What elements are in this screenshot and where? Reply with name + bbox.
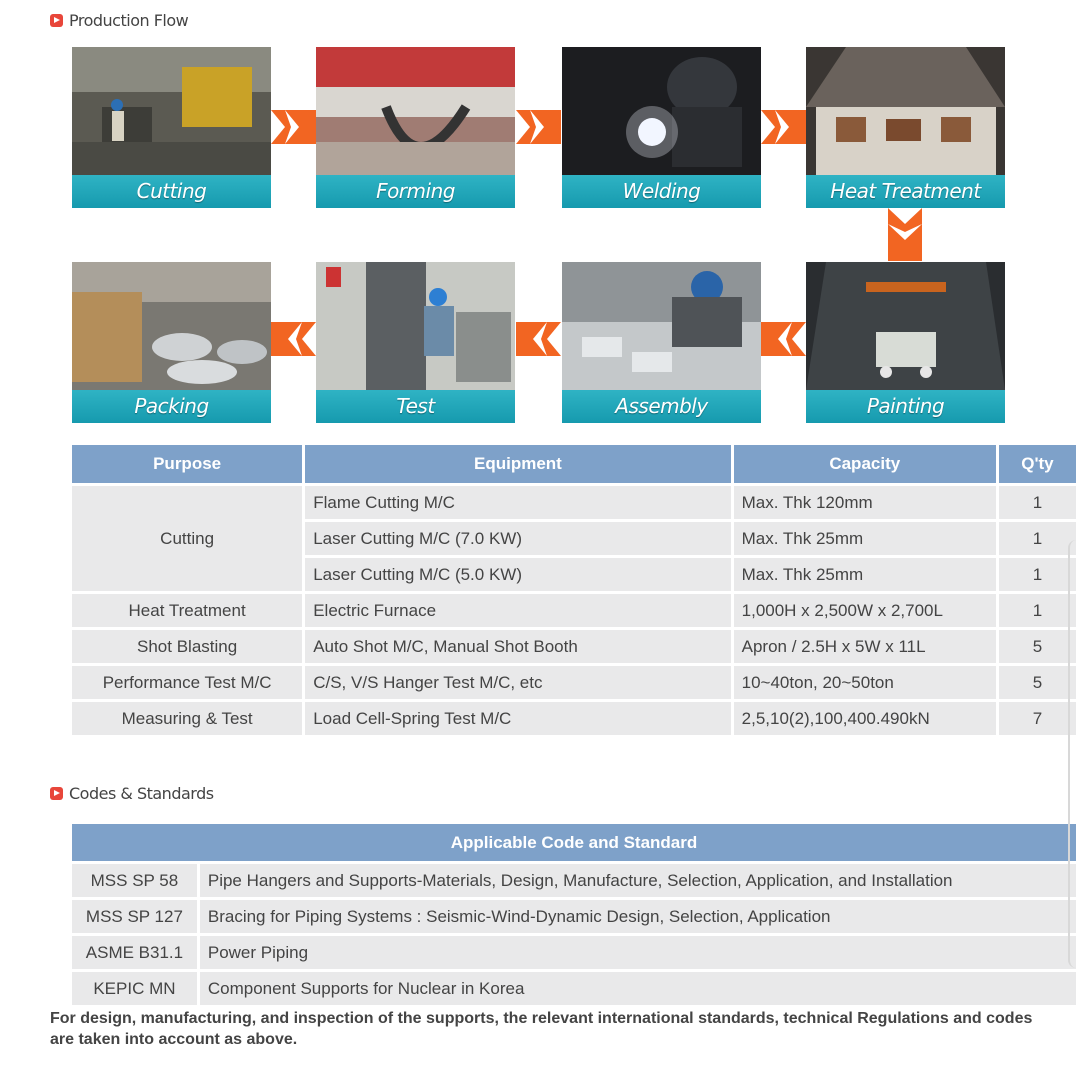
codes-header: Applicable Code and Standard — [72, 824, 1076, 861]
code-description-cell: Bracing for Piping Systems : Seismic-Wind-Dynamic Design, Selection, Application — [200, 900, 1076, 933]
painting-photo — [806, 262, 1005, 390]
capacity-cell: Max. Thk 25mm — [734, 522, 996, 555]
equipment-cell: Load Cell-Spring Test M/C — [305, 702, 730, 735]
qty-cell: 1 — [999, 558, 1076, 591]
step-test — [316, 262, 515, 423]
assembly-photo — [562, 262, 761, 390]
qty-cell: 1 — [999, 594, 1076, 627]
chevron-right-icon — [761, 110, 806, 144]
qty-cell: 1 — [999, 522, 1076, 555]
equipment-cell: Laser Cutting M/C (5.0 KW) — [305, 558, 730, 591]
chevron-right-icon — [271, 110, 316, 144]
chevron-left-icon — [516, 322, 561, 356]
qty-cell: 5 — [999, 666, 1076, 699]
purpose-cell: Measuring & Test — [72, 702, 302, 735]
welding-photo — [562, 47, 761, 175]
step-label: Cutting — [72, 175, 271, 208]
table-header-row — [72, 824, 1076, 861]
table-row — [72, 594, 1076, 627]
equipment-cell: Laser Cutting M/C (7.0 KW) — [305, 522, 730, 555]
step-label: Packing — [72, 390, 271, 423]
codes-table — [69, 821, 1076, 1008]
codes-title: Codes & Standards — [69, 784, 214, 803]
equipment-cell: Electric Furnace — [305, 594, 730, 627]
capacity-cell: 10~40ton, 20~50ton — [734, 666, 996, 699]
code-cell: MSS SP 58 — [72, 864, 197, 897]
step-label: Heat Treatment — [806, 175, 1005, 208]
capacity-cell: 1,000H x 2,500W x 2,700L — [734, 594, 996, 627]
code-cell: KEPIC MN — [72, 972, 197, 1005]
header-qty: Q'ty — [999, 445, 1076, 483]
code-description-cell: Pipe Hangers and Supports-Materials, Design, Manufacture, Selection, Application, and Installation — [200, 864, 1076, 897]
table-row — [72, 900, 1076, 933]
test-photo — [316, 262, 515, 390]
production-flow-heading — [50, 11, 188, 30]
capacity-cell: Max. Thk 120mm — [734, 486, 996, 519]
scrollbar[interactable] — [1068, 540, 1076, 968]
table-header-row — [72, 445, 1076, 483]
step-painting — [806, 262, 1005, 423]
chevron-left-icon — [761, 322, 806, 356]
step-assembly — [562, 262, 761, 423]
chevron-left-icon — [271, 322, 316, 356]
codes-note: For design, manufacturing, and inspection of the supports, the relevant international standards, technical Regulations and codes are taken into account as above. — [50, 1010, 1033, 1048]
production-flow-title: Production Flow — [69, 11, 189, 30]
forming-photo — [316, 47, 515, 175]
capacity-cell: 2,5,10(2),100,400.490kN — [734, 702, 996, 735]
table-row — [72, 666, 1076, 699]
purpose-cell: Cutting — [72, 486, 302, 591]
equipment-cell: Auto Shot M/C, Manual Shot Booth — [305, 630, 730, 663]
play-bullet-icon — [50, 14, 63, 27]
capacity-cell: Max. Thk 25mm — [734, 558, 996, 591]
step-cutting — [72, 47, 271, 208]
step-heat-treatment — [806, 47, 1005, 208]
qty-cell: 1 — [999, 486, 1076, 519]
step-forming — [316, 47, 515, 208]
purpose-cell: Shot Blasting — [72, 630, 302, 663]
capacity-cell: Apron / 2.5H x 5W x 11L — [734, 630, 996, 663]
codes-heading — [50, 784, 214, 803]
header-equipment: Equipment — [305, 445, 730, 483]
step-label: Test — [316, 390, 515, 423]
code-description-cell: Component Supports for Nuclear in Korea — [200, 972, 1076, 1005]
heat-treatment-photo — [806, 47, 1005, 175]
step-label: Forming — [316, 175, 515, 208]
play-bullet-icon — [50, 787, 63, 800]
table-row — [72, 936, 1076, 969]
step-label: Welding — [562, 175, 761, 208]
cutting-photo — [72, 47, 271, 175]
table-row — [72, 864, 1076, 897]
equipment-cell: C/S, V/S Hanger Test M/C, etc — [305, 666, 730, 699]
step-label: Painting — [806, 390, 1005, 423]
step-label: Assembly — [562, 390, 761, 423]
header-capacity: Capacity — [734, 445, 996, 483]
chevron-down-icon — [888, 208, 922, 261]
packing-photo — [72, 262, 271, 390]
table-row — [72, 972, 1076, 1005]
table-row — [72, 702, 1076, 735]
code-cell: ASME B31.1 — [72, 936, 197, 969]
qty-cell: 7 — [999, 702, 1076, 735]
equipment-cell: Flame Cutting M/C — [305, 486, 730, 519]
code-cell: MSS SP 127 — [72, 900, 197, 933]
table-row — [72, 630, 1076, 663]
step-packing — [72, 262, 271, 423]
code-description-cell: Power Piping — [200, 936, 1076, 969]
qty-cell: 5 — [999, 630, 1076, 663]
chevron-right-icon — [516, 110, 561, 144]
equipment-table — [69, 442, 1076, 738]
purpose-cell: Performance Test M/C — [72, 666, 302, 699]
header-purpose: Purpose — [72, 445, 302, 483]
purpose-cell: Heat Treatment — [72, 594, 302, 627]
step-welding — [562, 47, 761, 208]
table-row — [72, 486, 1076, 519]
